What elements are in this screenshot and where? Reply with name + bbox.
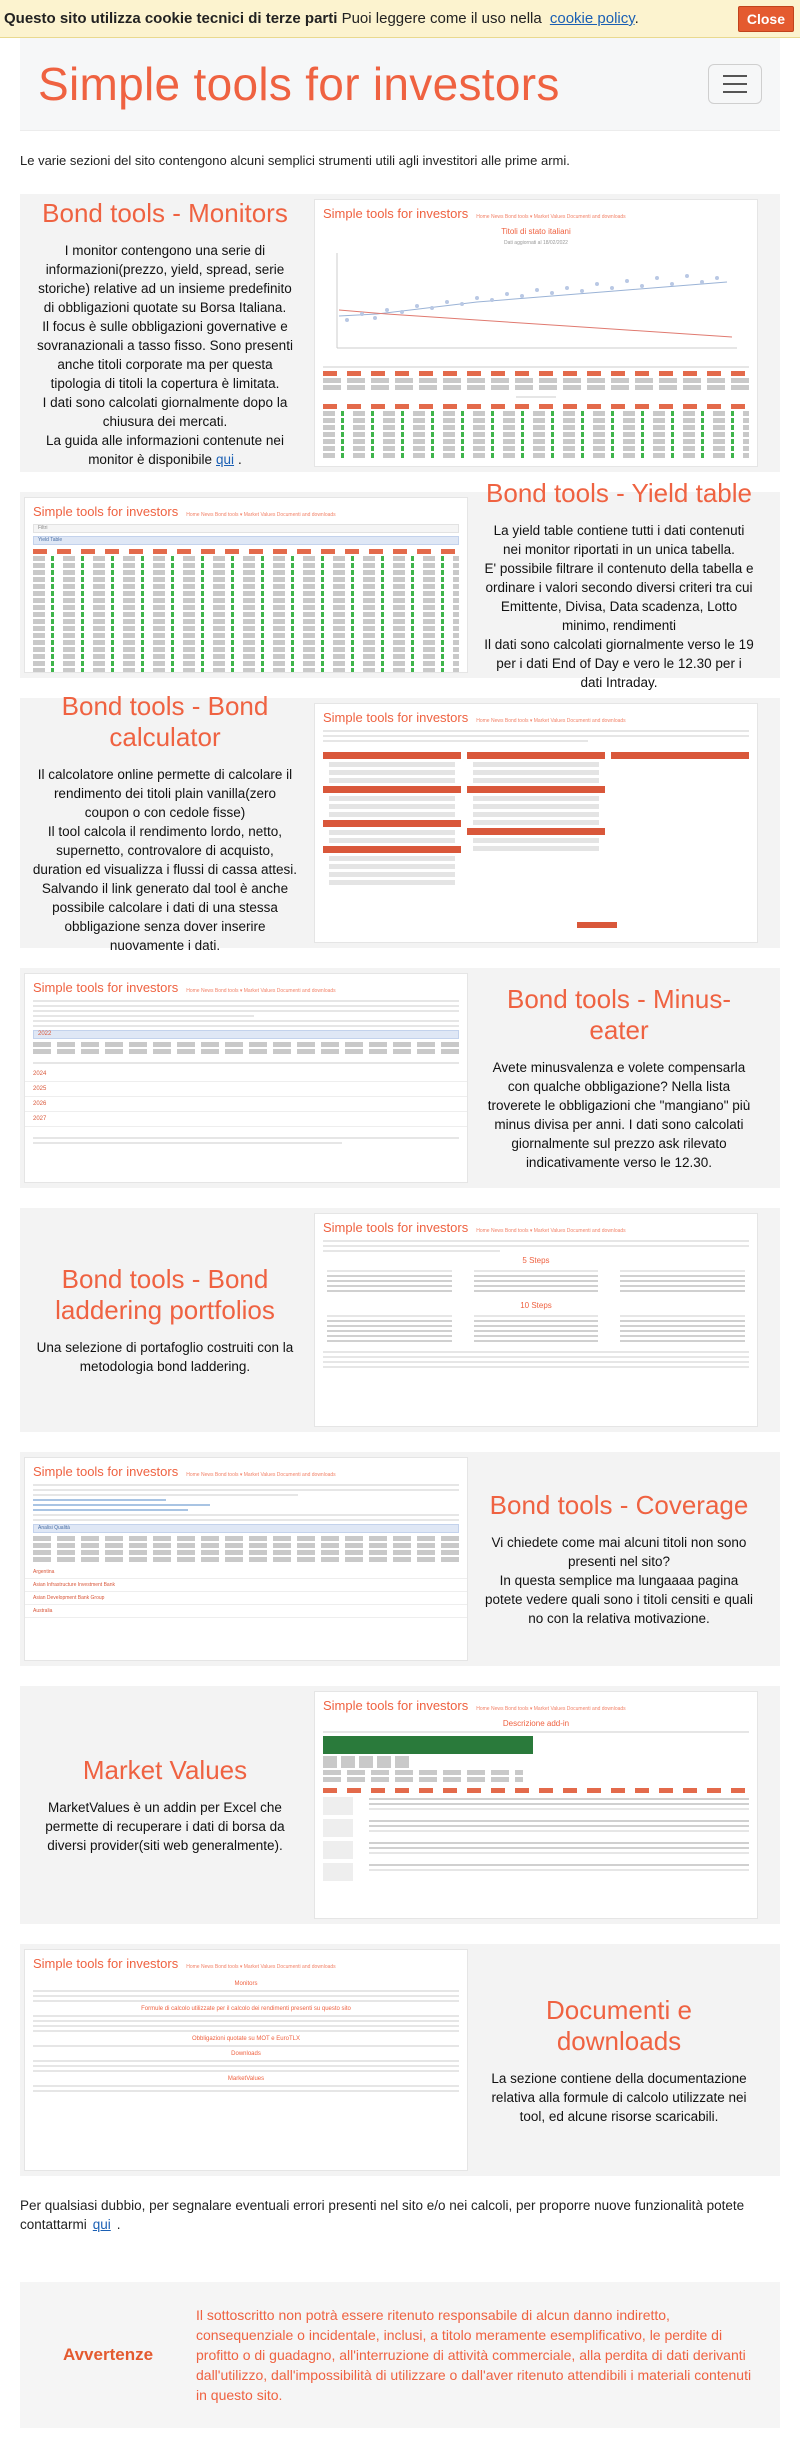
hamburger-line [723, 91, 747, 93]
documents-text [472, 1995, 766, 2126]
mini-nav: Home News Bond tools ▾ Market Values Documenti and downloads [186, 988, 336, 994]
menu-toggle-button[interactable] [708, 64, 762, 104]
section-bond-laddering [20, 1208, 780, 1432]
yield-title[interactable]: Bond tools - Yield table [486, 478, 752, 508]
monitors-line: Il focus è sulle obbligazioni governative e sovranazionali a tasso fisso. Sono presenti anche titoli corporate ma per questa tipologia di titoli la copertura è limitata. [37, 318, 293, 391]
cookie-close-button[interactable]: Close [738, 6, 794, 32]
contact-link[interactable]: qui [92, 2217, 111, 2232]
market-body [32, 1798, 298, 1855]
minus-text [472, 984, 766, 1172]
mini-docs-heading: Downloads [231, 2051, 261, 2057]
mini-docs-heading: MarketValues [227, 2076, 265, 2082]
mini-year: 2025 [25, 1082, 467, 1097]
cookie-policy-link[interactable]: cookie policy [549, 10, 635, 27]
yield-line: E' possibile filtrare il contenuto della tabella e ordinare i valori secondo diversi criteri tra cui Emittente, Divisa, Data scadenza, Lotto minimo, rendimenti [484, 561, 754, 633]
calculator-line: Il calcolatore online permette di calcolare il rendimento dei titoli plain vanilla(zero coupon o con cedole fisse) [37, 767, 293, 820]
mini-filter-bar: Filtri [33, 524, 459, 533]
coverage-line: Vi chiedete come mai alcuni titoli non sono presenti nel sito? [491, 1535, 747, 1569]
market-text [20, 1755, 310, 1855]
cookie-text: Puoi leggere come il uso nella [341, 10, 542, 27]
mini-nav: Home News Bond tools ▾ Market Values Documenti and downloads [476, 214, 626, 220]
section-monitors [20, 194, 780, 472]
calculator-body [32, 765, 298, 955]
documents-line: La sezione contiene della documentazione relativa alla formule di calcolo utilizzate nei tool, ed alcune risorse scaricabili. [491, 2070, 747, 2124]
minus-body [484, 1058, 754, 1172]
cookie-end: . [634, 10, 639, 27]
mini-coverage-item: Argentina [25, 1566, 467, 1579]
documents-screenshot[interactable] [24, 1949, 468, 2171]
disclaimer-title: Avvertenze [62, 2345, 154, 2364]
mini-steps-5: 5 Steps [522, 1256, 550, 1265]
yield-text [472, 478, 766, 692]
market-screenshot[interactable] [314, 1691, 758, 1919]
intro-text: Le varie sezioni del sito contengono alcuni semplici strumenti utili agli investitori alle prime armi. [20, 153, 570, 168]
coverage-line: In questa semplice ma lungaaaa pagina potete vedere quali sono i titoli censiti e quali no con la relativa motivazione. [485, 1573, 753, 1626]
mini-coverage-item: Australia [25, 1605, 467, 1618]
mini-year-2022: 2022 [33, 1030, 459, 1039]
mini-brand: Simple tools for investors [33, 1464, 179, 1479]
calculator-screenshot[interactable] [314, 703, 758, 943]
section-coverage [20, 1452, 780, 1666]
monitors-guide-text: La guida alle informazioni contenute nei monitor è disponibile [46, 432, 284, 467]
mini-docs-heading: Formule di calcolo utilizzate per il calcolo dei rendimenti presenti su questo sito [141, 2006, 351, 2012]
disclaimer-text: Il sottoscritto non potrà essere ritenuto responsabile di alcun danno indiretto, consequenziale o incidentale, inclusi, a titolo meramente esemplificativo, le perdite di profitto o di guadagno, all'interruzione di attività commerciale, alla perdita di dati derivanti dall'utilizzo, dall'impossibilità di utilizzare o dall'aver ritenuto attendibili i materiali contenuti in questo sito. [196, 2307, 752, 2403]
contact-end: . [116, 2217, 121, 2232]
calculator-text [20, 691, 310, 955]
site-brand[interactable]: Simple tools for investors [38, 58, 560, 110]
mini-nav: Home News Bond tools ▾ Market Values Documenti and downloads [476, 1706, 626, 1712]
section-bond-calculator [20, 691, 780, 953]
cookie-message [4, 10, 639, 27]
yield-body [484, 521, 754, 692]
yield-table-screenshot[interactable] [24, 497, 468, 673]
mini-coverage-head: Analisi Qualità [33, 1524, 459, 1533]
coverage-text [472, 1490, 766, 1628]
coverage-screenshot[interactable] [24, 1457, 468, 1661]
mini-chart-title: Titoli di stato italiani [501, 227, 571, 236]
mini-nav: Home News Bond tools ▾ Market Values Documenti and downloads [186, 512, 336, 518]
section-market-values [20, 1686, 780, 1924]
mini-docs-heading: Obbligazioni quotate su MOT e EuroTLX [192, 2036, 300, 2042]
monitors-text [20, 198, 310, 469]
calculator-title[interactable]: Bond tools - Bond calculator [61, 691, 269, 752]
monitors-line [32, 431, 298, 469]
contact-text [0, 2176, 800, 2234]
mini-coverage-item: Asian Infrastructure Investment Bank [25, 1579, 467, 1592]
mini-nav: Home News Bond tools ▾ Market Values Documenti and downloads [476, 1228, 626, 1234]
documents-body [484, 2069, 754, 2126]
laddering-title[interactable]: Bond tools - Bond laddering portfolios [55, 1264, 275, 1325]
mini-scatter-chart [327, 248, 747, 358]
cookie-bar [0, 0, 800, 38]
monitors-body [32, 241, 298, 469]
monitors-screenshot[interactable] [314, 199, 758, 467]
yield-line: La yield table contiene tutti i dati contenuti nei monitor riportati in un unica tabella. [493, 523, 745, 557]
minus-eater-screenshot[interactable] [24, 973, 468, 1183]
mini-docs-heading: Monitors [234, 1981, 258, 1987]
mini-addin-title: Descrizione add-in [502, 1719, 570, 1728]
laddering-body [32, 1338, 298, 1376]
mini-chart-sub: Dati aggiornati al 18/02/2022 [504, 240, 568, 246]
laddering-line: Una selezione di portafoglio costruiti con la metodologia bond laddering. [36, 1340, 294, 1374]
disclaimer-box [20, 2282, 780, 2428]
mini-steps-10: 10 Steps [520, 1301, 552, 1310]
mini-coverage-item: Asian Development Bank Group [25, 1592, 467, 1605]
monitors-guide-link[interactable]: qui [216, 451, 235, 467]
mini-brand: Simple tools for investors [323, 206, 469, 221]
calculator-line: Il tool calcola il rendimento lordo, netto, supernetto, controvalore di acquisto, duration ed visualizza i flussi di cassa attesi. [32, 824, 298, 877]
cookie-bold-text: Questo sito utilizza cookie tecnici di terze parti [4, 10, 338, 27]
minus-title[interactable]: Bond tools - Minus-eater [507, 984, 731, 1045]
laddering-text [20, 1264, 310, 1376]
mini-nav: Home News Bond tools ▾ Market Values Documenti and downloads [186, 1472, 336, 1478]
section-documents [20, 1944, 780, 2176]
mini-nav: Home News Bond tools ▾ Market Values Documenti and downloads [476, 718, 626, 724]
laddering-screenshot[interactable] [314, 1213, 758, 1427]
mini-brand: Simple tools for investors [323, 710, 469, 725]
site-header [20, 38, 780, 131]
hamburger-line [723, 83, 747, 85]
documents-title[interactable]: Documenti e downloads [546, 1994, 692, 2056]
mini-year: 2027 [25, 1112, 467, 1127]
yield-line: Il dati sono calcolati giornalmente verso le 19 per i dati End of Day e vero le 12.30 per i dati Intraday. [484, 637, 754, 690]
coverage-title[interactable]: Bond tools - Coverage [489, 1490, 749, 1520]
minus-line: Avete minusvalenza e volete compensarla con qualche obbligazione? Nella lista troverete le obbligazioni che "mangiano" più minus divisa per anni. I dati sono calcolati giornalmente sul prezzo ask rilevato indicativamente verso le 12.30. [487, 1060, 751, 1170]
mini-nav: Home News Bond tools ▾ Market Values Documenti and downloads [186, 1964, 336, 1970]
section-yield-table [20, 478, 780, 690]
mini-brand: Simple tools for investors [33, 1956, 179, 1971]
monitors-end: . [238, 451, 242, 467]
mini-yield-bar: Yield Table [33, 536, 459, 545]
coverage-body [484, 1533, 754, 1628]
hamburger-icon [723, 75, 747, 77]
calculator-line: Salvando il link generato dal tool è anche possibile calcolare i dati di una stessa obbligazione senza dover inserire nuovamente i dati. [41, 881, 289, 953]
mini-brand: Simple tools for investors [323, 1698, 469, 1713]
monitors-line: I dati sono calcolati giornalmente dopo la chiusura dei mercati. [42, 394, 288, 429]
market-line: MarketValues è un addin per Excel che permette di recuperare i dati di borsa da diversi provider(siti web generalmente). [45, 1800, 285, 1853]
market-title[interactable]: Market Values [82, 1755, 248, 1785]
mini-brand: Simple tools for investors [33, 980, 179, 995]
mini-brand: Simple tools for investors [323, 1220, 469, 1235]
monitors-line: I monitor contengono una serie di informazioni(prezzo, yield, spread, serie storiche) relative ad un insieme predefinito di obbligazioni quotate su Borsa Italiana. [38, 242, 292, 315]
section-minus-eater [20, 968, 780, 1188]
monitors-title[interactable]: Bond tools - Monitors [42, 197, 288, 228]
mini-brand: Simple tools for investors [33, 504, 179, 519]
mini-year: 2026 [25, 1097, 467, 1112]
contact-message: Per qualsiasi dubbio, per segnalare eventuali errori presenti nel sito e/o nei calcoli, per proporre nuove funzionalità potete contattarmi [20, 2198, 745, 2232]
mini-year: 2024 [25, 1067, 467, 1082]
